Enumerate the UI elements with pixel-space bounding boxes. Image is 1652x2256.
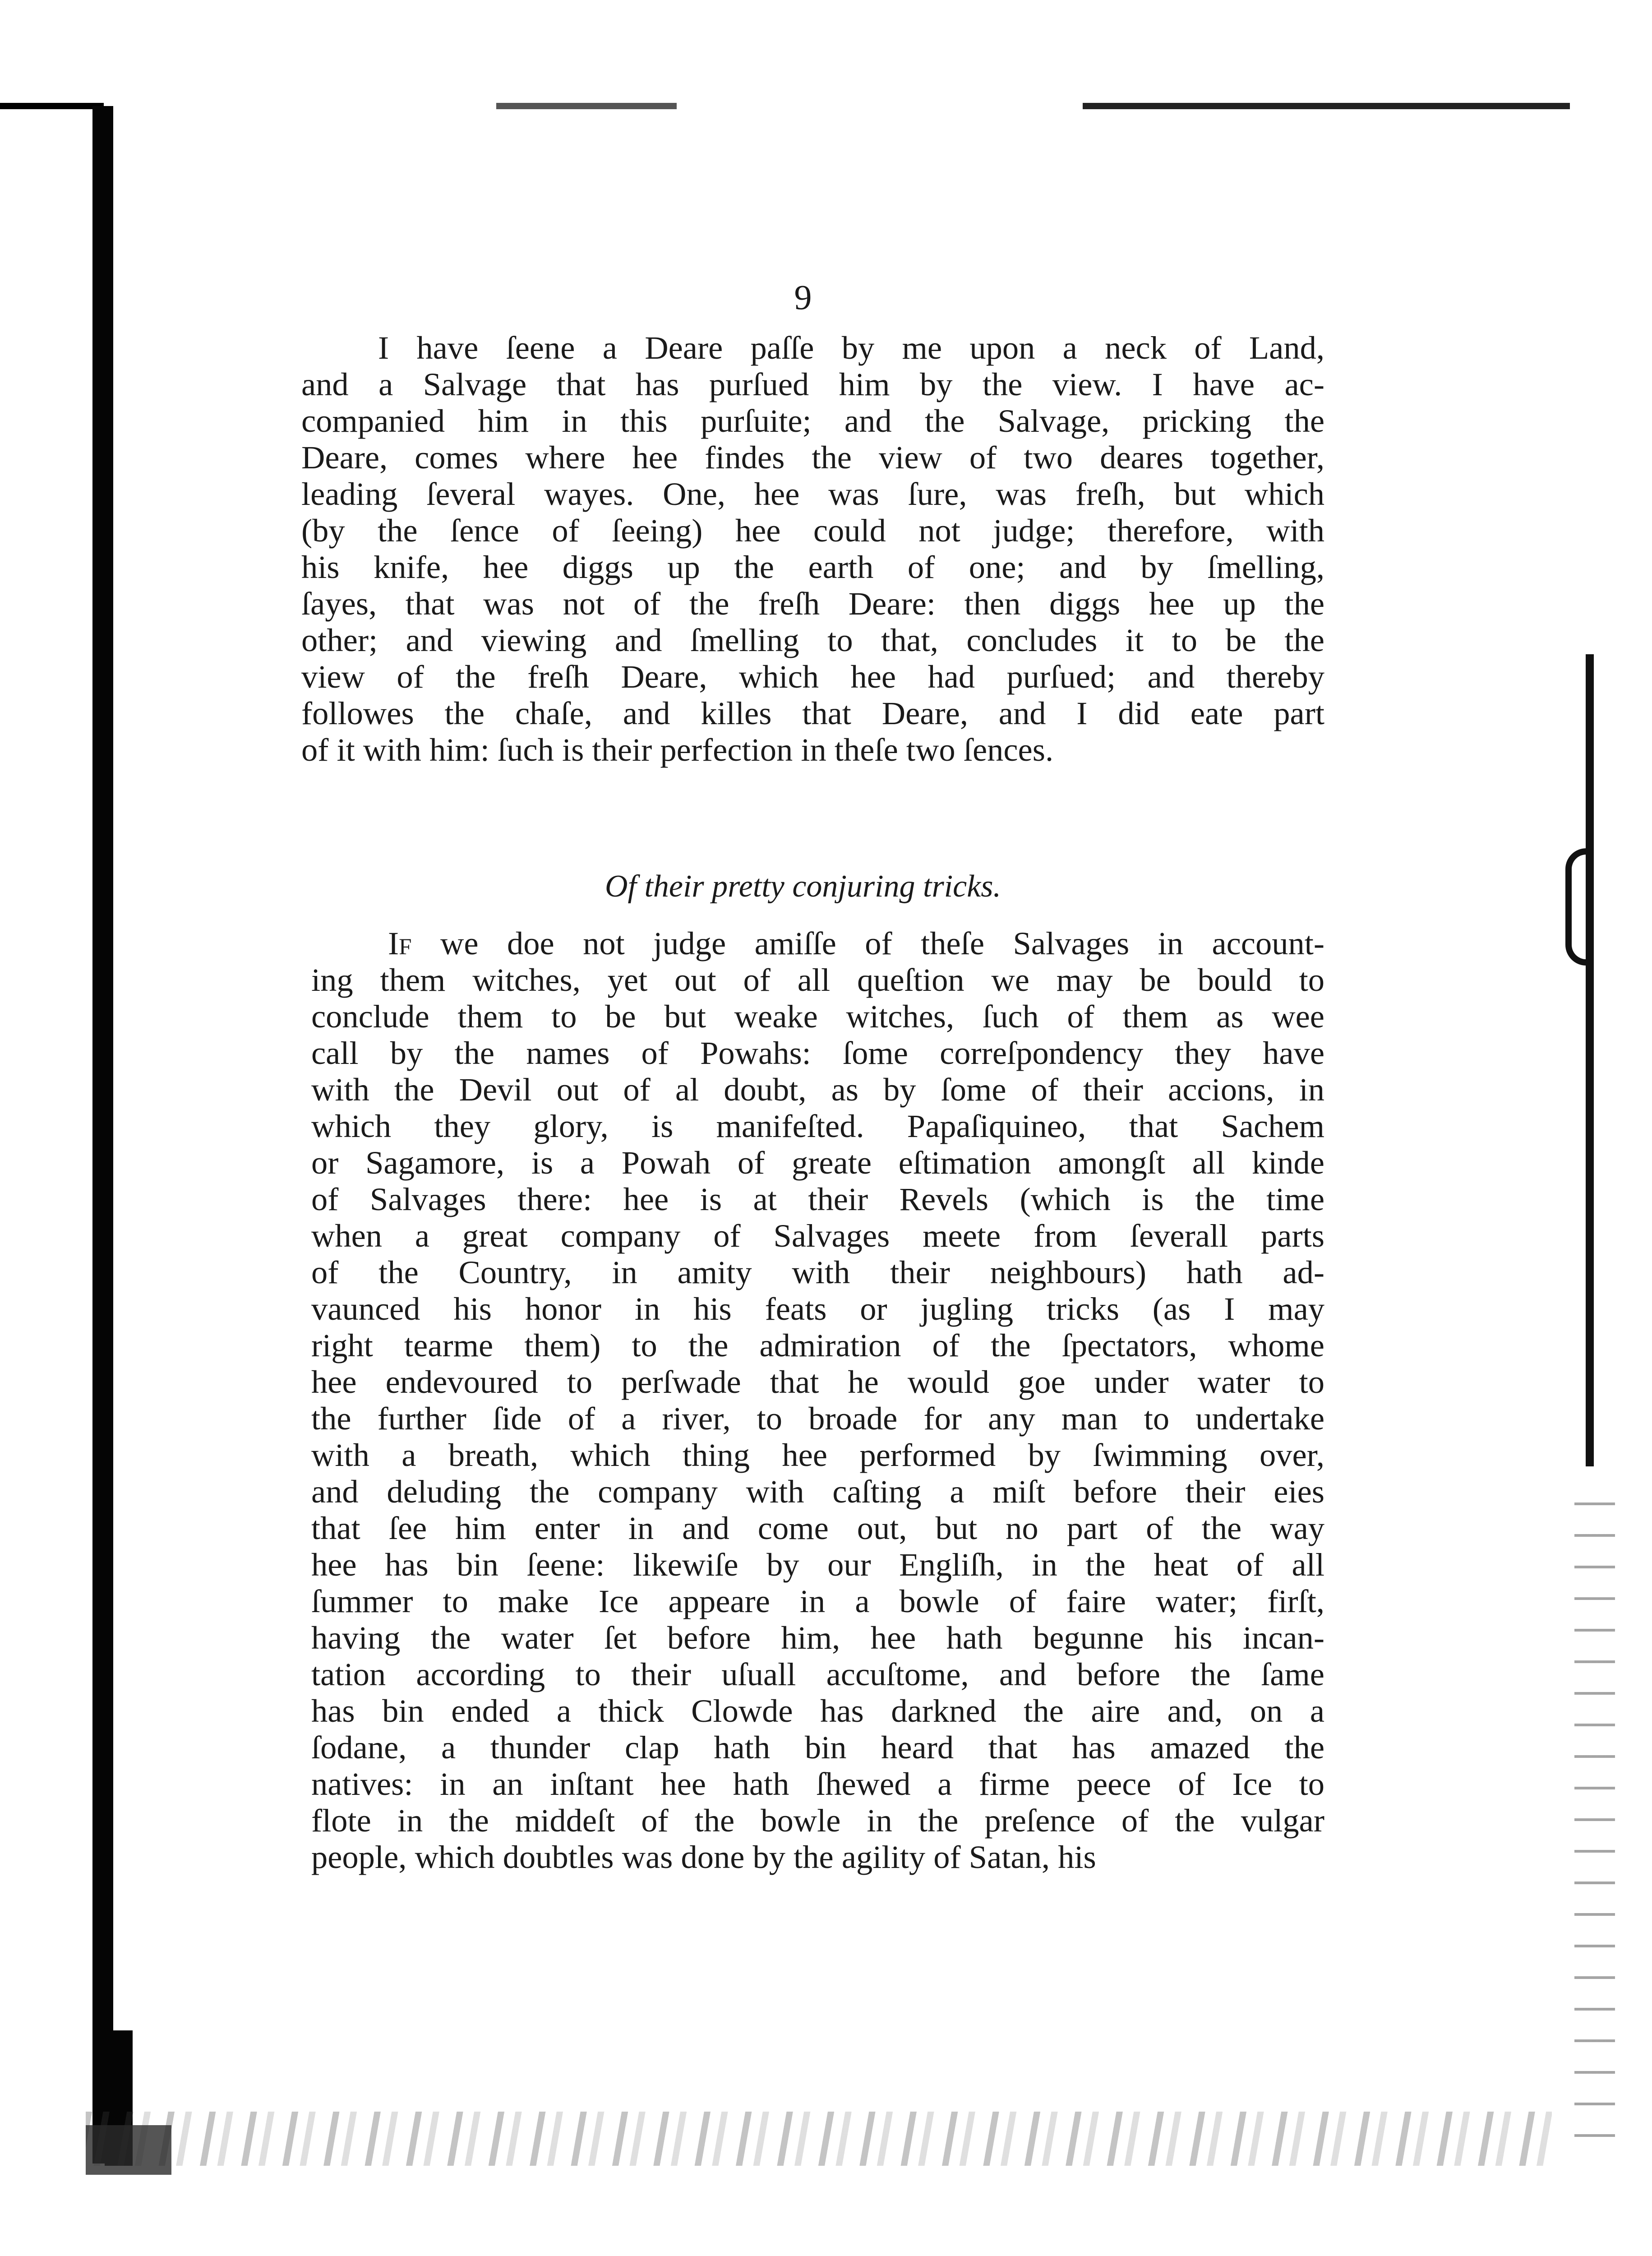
text-line: followes the chaſe, and killes that Deare, and I did eate part: [301, 695, 1324, 731]
text-line: when a great company of Salvages meete from ſeverall parts: [311, 1217, 1324, 1254]
text-line: has bin ended a thick Clowde has darkned the aire and, on a: [311, 1692, 1324, 1729]
text-line: which they glory, is manifeſted. Papaſiquineo, that Sachem: [311, 1108, 1324, 1144]
text-line: (by the ſence of ſeeing) hee could not judge; therefore, with: [301, 512, 1324, 549]
text-line: call by the names of Powahs: ſome correſpondency they have: [311, 1035, 1324, 1071]
text-line: having the water ſet before him, hee hath begunne his incan-: [311, 1619, 1324, 1656]
text-line: ing them witches, yet out of all queſtion we may be bould to: [311, 962, 1324, 998]
text-line: I have ſeene a Deare paſſe by me upon a neck of Land,: [378, 329, 1324, 366]
text-line: that ſee him enter in and come out, but no part of the way: [311, 1510, 1324, 1546]
text-line: and a Salvage that has purſued him by the view. I have ac-: [301, 366, 1324, 402]
paragraph-conjuring-tricks: [311, 925, 1324, 1875]
left-binding-shadow: [92, 106, 113, 2164]
text-line: leading ſeveral wayes. One, hee was ſure, was freſh, but which: [301, 476, 1324, 512]
paragraph-deer-tracking: [301, 329, 1324, 768]
text-line: right tearme them) to the admiration of the ſpectators, whome: [311, 1327, 1324, 1364]
bottom-left-corner-shadow: [86, 2125, 171, 2175]
right-edge-speckle: [1574, 1489, 1615, 2166]
text-line: with the Devil out of al doubt, as by ſome of their accions, in: [311, 1071, 1324, 1108]
text-line: hee has bin ſeene: likewiſe by our Engliſh, in the heat of all: [311, 1546, 1324, 1583]
text-line: tation according to their uſuall accuſtome, and before the ſame: [311, 1656, 1324, 1692]
text-line: natives: in an inſtant hee hath ſhewed a firme peece of Ice to: [311, 1766, 1324, 1802]
text-line: of it with him: ſuch is their perfection in theſe two ſences.: [301, 731, 1054, 768]
text-line: hee endevoured to perſwade that he would goe under water to: [311, 1364, 1324, 1400]
text-line: his knife, hee diggs up the earth of one; and by ſmelling,: [301, 549, 1324, 585]
text-line: conclude them to be but weake witches, ſuch of them as wee: [311, 998, 1324, 1035]
text-line: Deare, comes where hee findes the view of two deares together,: [301, 439, 1324, 476]
page-number: 9: [794, 277, 812, 317]
right-edge-curl: [1565, 848, 1586, 966]
text-line: the further ſide of a river, to broade for any man to undertake: [311, 1400, 1324, 1437]
right-page-edge: [1586, 654, 1594, 1466]
text-line-first-rest: we doe not judge amiſſe of theſe Salvages in account-: [440, 925, 1325, 962]
text-line-first: [311, 925, 1324, 962]
text-line: people, which doubtles was done by the agility of Satan, his: [311, 1839, 1096, 1875]
text-line: flote in the middeſt of the bowle in the preſence of the vulgar: [311, 1802, 1324, 1839]
text-line: or Sagamore, is a Powah of greate eſtimation amongſt all kinde: [311, 1144, 1324, 1181]
top-scan-edge: [0, 103, 1570, 109]
text-line: and deluding the company with caſting a miſt before their eies: [311, 1473, 1324, 1510]
section-heading: Of their pretty conjuring tricks.: [605, 869, 1001, 904]
text-line: vaunced his honor in his feats or jugling tricks (as I may: [311, 1290, 1324, 1327]
text-line: other; and viewing and ſmelling to that, concludes it to be the: [301, 622, 1324, 658]
text-line: with a breath, which thing hee performed by ſwimming over,: [311, 1437, 1324, 1473]
text-line: of Salvages there: hee is at their Revels (which is the time: [311, 1181, 1324, 1217]
text-line: companied him in this purſuite; and the Salvage, pricking the: [301, 402, 1324, 439]
drop-word: If: [388, 925, 412, 962]
text-line: ſummer to make Ice appeare in a bowle of faire water; firſt,: [311, 1583, 1324, 1619]
bottom-scan-smudge: [86, 2112, 1552, 2166]
text-line: of the Country, in amity with their neighbours) hath ad-: [311, 1254, 1324, 1290]
text-line: view of the freſh Deare, which hee had purſued; and thereby: [301, 658, 1324, 695]
text-line: ſodane, a thunder clap hath bin heard that has amazed the: [311, 1729, 1324, 1766]
text-line: ſayes, that was not of the freſh Deare: then diggs hee up the: [301, 585, 1324, 622]
